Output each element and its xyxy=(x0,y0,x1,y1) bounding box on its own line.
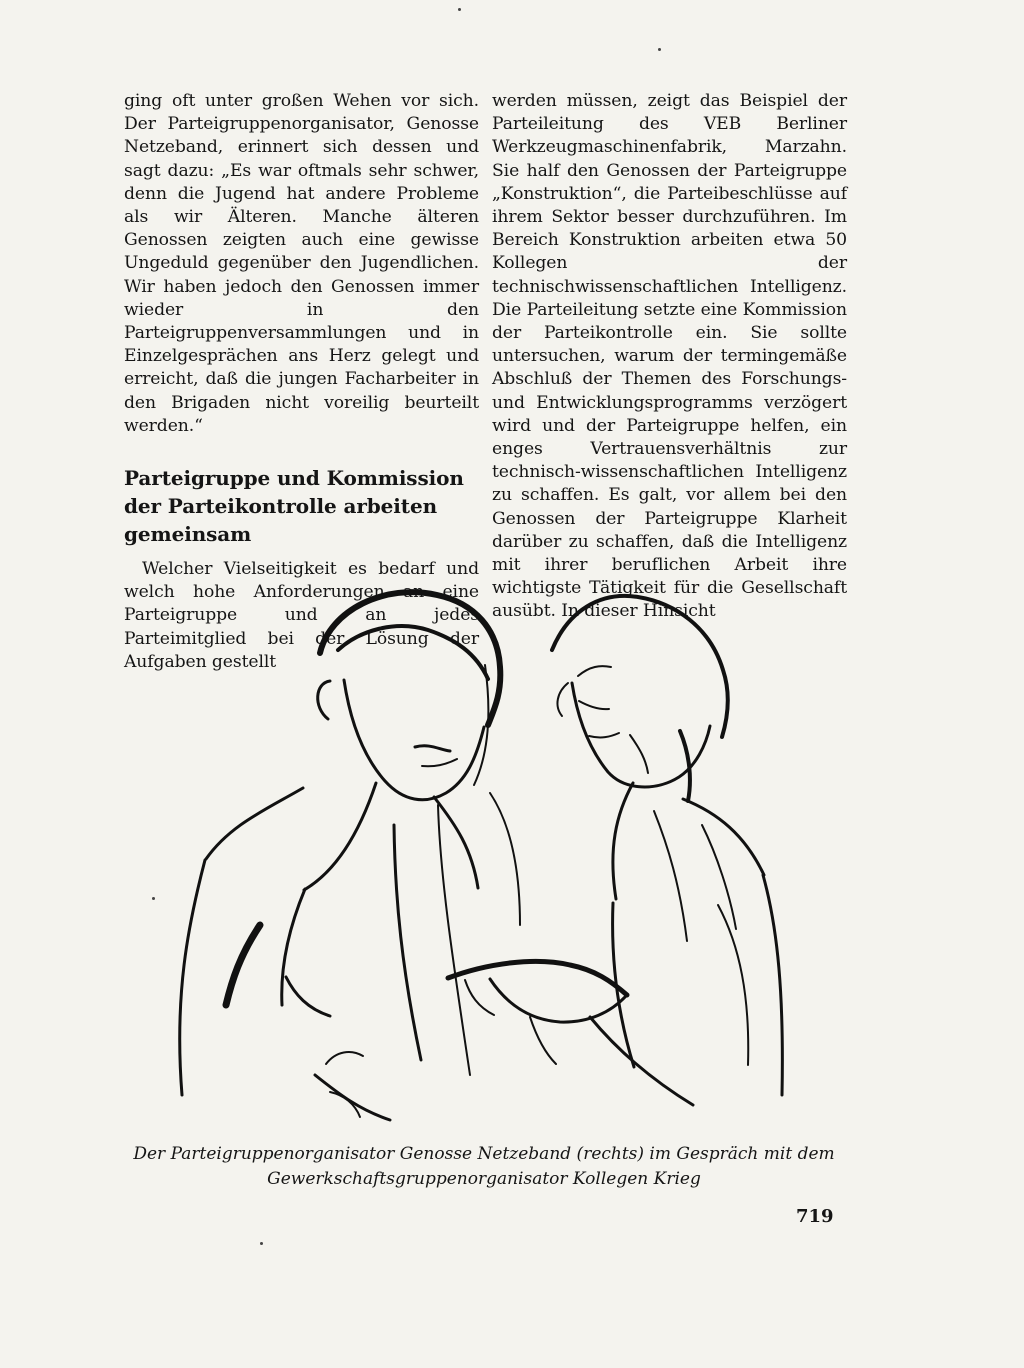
left-paragraph-2: Welcher Vielseitigkeit es bedarf und welch hohe Anforderungen an eine Parteigruppe und an jedes Parteimitglied bei der Lösung der Aufgaben gestellt xyxy=(124,559,479,672)
print-speck xyxy=(152,897,155,900)
print-speck xyxy=(260,1242,263,1245)
section-heading: Parteigruppe und Kommission der Parteikontrolle arbeiten gemeinsam xyxy=(124,466,464,547)
left-paragraph-1: ging oft unter großen Wehen vor sich. Der Parteigruppenorganisator, Genosse Netzeband, erinnert sich dessen und sagt dazu: „Es war oftmals sehr schwer, denn die Jugend hat andere Probleme als wir Älteren. Manche älteren Genossen zeigten auch eine gewisse Ungeduld gegenüber den Jugendlichen. Wir haben jedoch den Genossen immer wieder in den Parteigruppenversammlungen und in Einzelgesprächen ans Herz gelegt und erreicht, daß die jungen Facharbeiter in den Brigaden nicht voreilig beurteilt werden.“ xyxy=(124,91,479,436)
right-text-column xyxy=(492,90,847,624)
sketch-two-men-illustration xyxy=(170,575,870,1125)
print-speck xyxy=(658,48,661,51)
page-number: 719 xyxy=(796,1206,834,1227)
illustration-caption: Der Parteigruppenorganisator Genosse Netzeband (rechts) im Gespräch mit dem Gewerkschaftsgruppenorganisator Kollegen Krieg xyxy=(133,1144,835,1189)
print-speck xyxy=(458,8,461,11)
right-paragraph-1: werden müssen, zeigt das Beispiel der Parteileitung des VEB Berliner Werkzeugmaschinenfabrik, Marzahn. Sie half den Genossen der Parteigruppe „Konstruktion“, die Parteibeschlüsse auf ihrem Sektor besser durchzuführen. Im Bereich Konstruktion arbeiten etwa 50 Kollegen der technischwissenschaftlichen Intelligenz. Die Parteileitung setzte eine Kommission der Parteikontrolle ein. Sie sollte untersuchen, warum der termingemäße Abschluß der Themen des Forschungs- und Entwicklungsprogramms verzögert wird und der Parteigruppe helfen, ein enges Vertrauensverhältnis zur technisch-wissenschaftlichen Intelligenz zu schaffen. Es galt, vor allem bei den Genossen der Parteigruppe Klarheit darüber zu schaffen, daß die Intelligenz mit ihrer beruflichen Arbeit ihre wichtigste Tätigkeit für die Gesellschaft ausübt. In dieser Hinsicht xyxy=(492,91,847,622)
